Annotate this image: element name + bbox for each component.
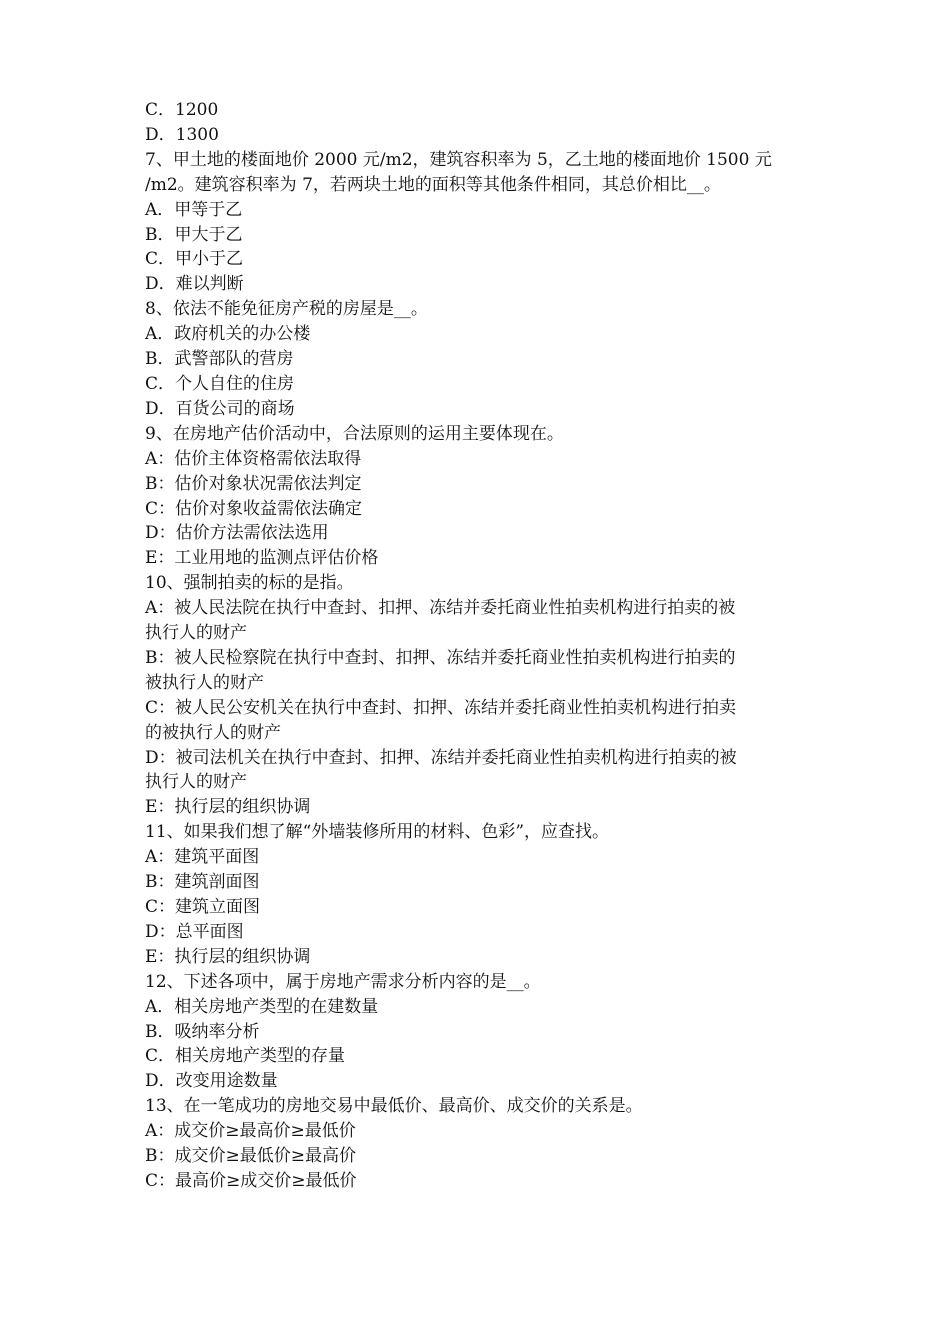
question-line: 7、甲土地的楼面地价 2000 元/m2，建筑容积率为 5，乙土地的楼面地价 1500 元 bbox=[145, 149, 772, 170]
option-line: C：估价对象收益需依法确定 bbox=[145, 498, 363, 519]
option-line: D：被司法机关在执行中查封、扣押、冻结并委托商业性拍卖机构进行拍卖的被 bbox=[145, 747, 737, 768]
option-line: A：成交价≥最高价≥最低价 bbox=[145, 1121, 356, 1142]
option-line: B．吸纳率分析 bbox=[145, 1021, 260, 1042]
option-line: A：被人民法院在执行中查封、扣押、冻结并委托商业性拍卖机构进行拍卖的被 bbox=[145, 598, 736, 619]
question-line: 12、下述各项中，属于房地产需求分析内容的是__。 bbox=[145, 971, 541, 992]
document-page bbox=[145, 98, 810, 1194]
question-line: 13、在一笔成功的房地交易中最低价、最高价、成交价的关系是。 bbox=[145, 1096, 643, 1117]
option-line: C：被人民公安机关在执行中查封、扣押、冻结并委托商业性拍卖机构进行拍卖 bbox=[145, 697, 737, 718]
option-line: D．改变用途数量 bbox=[145, 1071, 278, 1092]
option-line: C．个人自住的住房 bbox=[145, 373, 295, 394]
option-line: A：估价主体资格需依法取得 bbox=[145, 448, 362, 469]
option-line: B：估价对象状况需依法判定 bbox=[145, 473, 362, 494]
option-line: D．百货公司的商场 bbox=[145, 398, 295, 419]
option-line: 执行人的财产 bbox=[145, 772, 247, 793]
option-line: B．甲大于乙 bbox=[145, 224, 243, 245]
option-line: D．难以判断 bbox=[145, 274, 244, 295]
option-line: C．甲小于乙 bbox=[145, 249, 244, 270]
option-line: D．1300 bbox=[145, 124, 219, 145]
option-line: E：执行层的组织协调 bbox=[145, 946, 311, 967]
option-line: B：建筑剖面图 bbox=[145, 872, 260, 893]
question-line: 10、强制拍卖的标的是指。 bbox=[145, 573, 354, 594]
question-line: /m2。建筑容积率为 7，若两块土地的面积等其他条件相同，其总价相比__。 bbox=[145, 174, 721, 195]
question-line: 8、依法不能免征房产税的房屋是__。 bbox=[145, 299, 428, 320]
option-line: 的被执行人的财产 bbox=[145, 722, 281, 743]
option-line: B：被人民检察院在执行中查封、扣押、冻结并委托商业性拍卖机构进行拍卖的 bbox=[145, 647, 736, 668]
option-line: C：最高价≥成交价≥最低价 bbox=[145, 1170, 357, 1191]
question-line: 9、在房地产估价活动中，合法原则的运用主要体现在。 bbox=[145, 423, 564, 444]
option-line: A．相关房地产类型的在建数量 bbox=[145, 996, 379, 1017]
option-line: C：建筑立面图 bbox=[145, 897, 261, 917]
question-line: 11、如果我们想了解“外墙装修所用的材料、色彩”，应查找。 bbox=[145, 822, 610, 843]
option-line: 执行人的财产 bbox=[145, 623, 247, 644]
option-line: A．甲等于乙 bbox=[145, 199, 243, 220]
option-line: E：工业用地的监测点评估价格 bbox=[145, 548, 379, 569]
option-line: B：成交价≥最低价≥最高价 bbox=[145, 1146, 356, 1167]
option-line: C．相关房地产类型的存量 bbox=[145, 1046, 346, 1067]
option-line: D：估价方法需依法选用 bbox=[145, 523, 329, 544]
option-line: E：执行层的组织协调 bbox=[145, 797, 311, 818]
option-line: A：建筑平面图 bbox=[145, 847, 260, 868]
option-line: D：总平面图 bbox=[145, 921, 244, 942]
option-line: 被执行人的财产 bbox=[145, 672, 264, 693]
option-line: B．武警部队的营房 bbox=[145, 349, 294, 370]
option-line: C．1200 bbox=[145, 100, 219, 120]
option-line: A．政府机关的办公楼 bbox=[145, 324, 311, 345]
